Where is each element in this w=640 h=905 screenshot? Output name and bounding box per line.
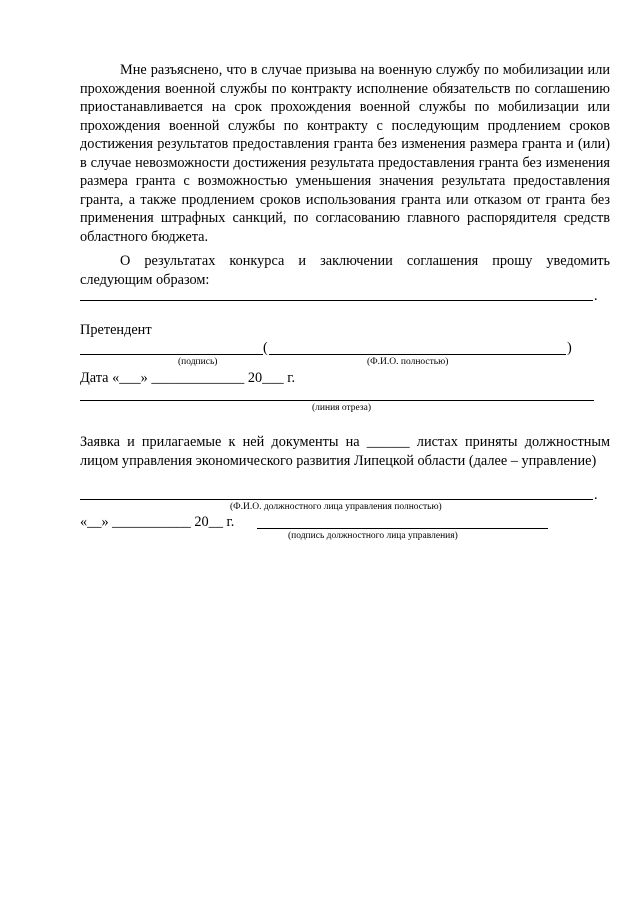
official-date: «__» ___________ 20__ г. — [80, 514, 235, 530]
official-signature-caption: (подпись должностного лица управления) — [288, 531, 458, 541]
applicant-open-paren: ( — [263, 340, 268, 356]
applicant-fio-line — [269, 354, 566, 355]
notification-line-period: . — [594, 288, 598, 304]
applicant-signature-line — [80, 354, 263, 355]
applicant-signature-caption: (подпись) — [178, 357, 218, 367]
applicant-date: Дата «___» _____________ 20___ г. — [80, 370, 296, 386]
notification-paragraph: О результатах конкурса и заключении соглашения прошу уведомить следующим образом: — [80, 253, 610, 288]
official-line-period: . — [594, 487, 598, 503]
applicant-close-paren: ) — [567, 340, 572, 356]
official-signature-line — [257, 528, 548, 529]
applicant-fio-caption: (Ф.И.О. полностью) — [367, 357, 449, 367]
applicant-label: Претендент — [80, 322, 152, 338]
official-fio-caption: (Ф.И.О. должностного лица управления полностью) — [230, 502, 442, 512]
official-fio-line — [80, 499, 593, 500]
cut-line — [80, 400, 594, 401]
mobilization-paragraph: Мне разъяснено, что в случае призыва на военную службу по мобилизации или прохождения военной службы по контракту исполнение обязательств по соглашению приостанавливается на срок прохождения военной службы по мобилизации или прохождения военной службы по контракту с последующим продлением сроков достижения результатов предоставления гранта без изменения размера гранта и (или) в случае невозможности достижения результата предоставления гранта без изменения размера гранта с возможностью уменьшения значения результата предоставления гранта, а также продлением сроков использования гранта или отказом от гранта без применения штрафных санкций, по согласованию главного распорядителя средств областного бюджета. — [80, 62, 610, 245]
notification-fill-line — [80, 300, 593, 301]
cut-line-caption: (линия отреза) — [312, 403, 372, 413]
documents-paragraph: Заявка и прилагаемые к ней документы на ______ листах приняты должностным лицом управления экономического развития Липецкой области (далее – управление) — [80, 434, 610, 469]
